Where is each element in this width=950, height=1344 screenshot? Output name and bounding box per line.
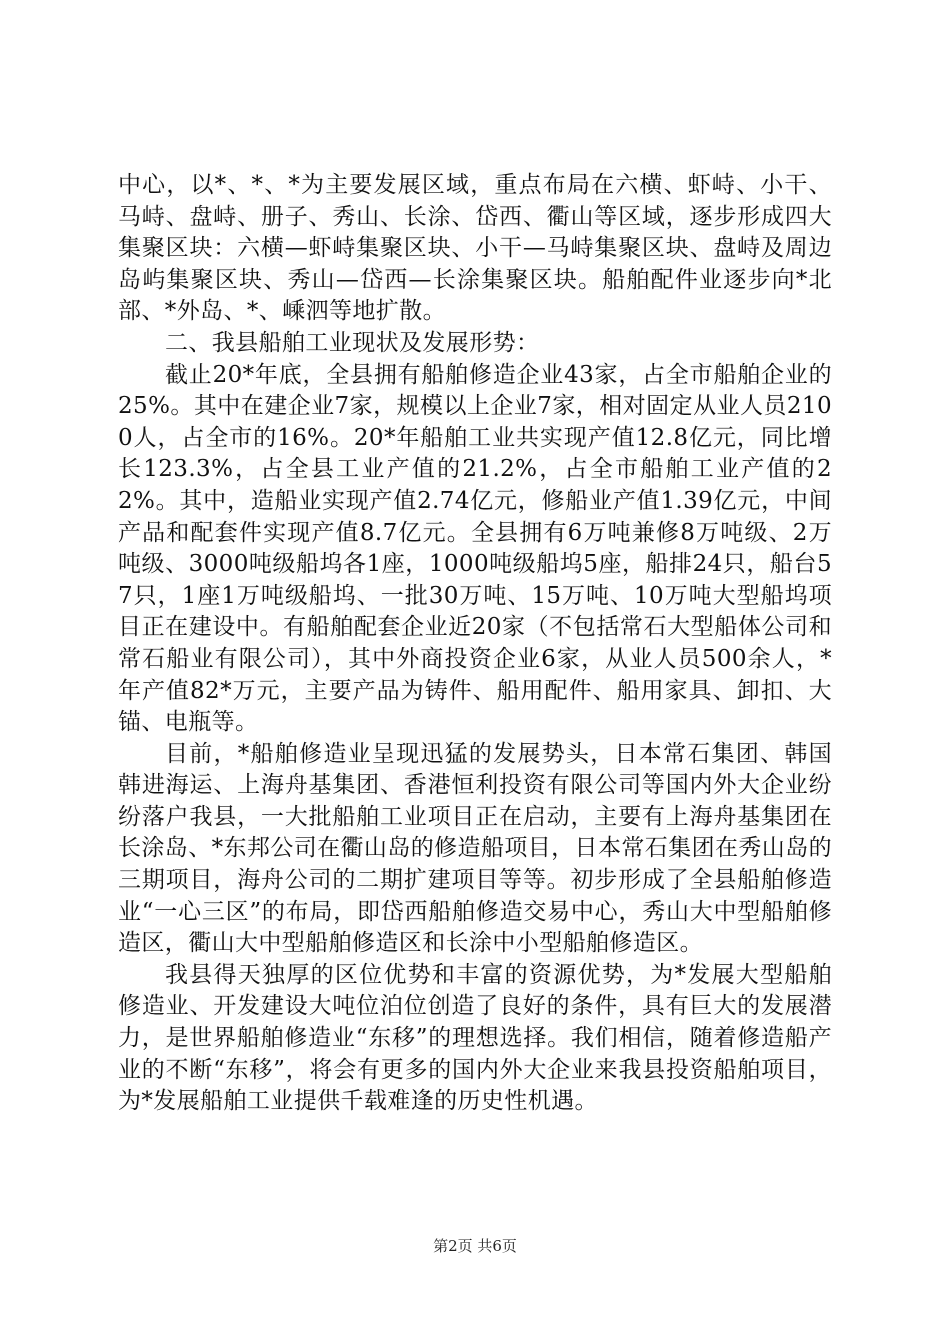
section-heading: 二、我县船舶工业现状及发展形势： <box>165 329 540 356</box>
paragraph-statistics: 截止20*年底，全县拥有船舶修造企业43家，占全市船舶企业的25%。其中在建企业7家，规模以上企业7家，相对固定从业人员2100人，占全市的16%。20*年船舶工业共实现产值12.8亿元，同比增长123.3%，占全县工业产值的21.2%，占全市船舶工业产值的22%。其中，造船业实现产值2.74亿元，修船业产值1.39亿元，中间产品和配套件实现产值8.7亿元。全县拥有6万吨兼修8万吨级、2万吨级、3000吨级船坞各1座，1000吨级船坞5座，船排24只，船台57只，1座1万吨级船坞、一批30万吨、15万吨、10万吨大型船坞项目正在建设中。有船舶配套企业近20家（不包括常石大型船体公司和常石船业有限公司），其中外商投资企业6家，从业人员500余人，*年产值82*万元，主要产品为铸件、船用配件、船用家具、卸扣、大锚、电瓶等。 <box>118 361 832 736</box>
document-body <box>118 170 832 1118</box>
paragraph-current-development: 目前，*船舶修造业呈现迅猛的发展势头，日本常石集团、韩国韩进海运、上海舟基集团、香港恒利投资有限公司等国内外大企业纷纷落户我县，一大批船舶工业项目正在启动，主要有上海舟基集团在长涂岛、*东邦公司在衢山岛的修造船项目，日本常石集团在秀山岛的三期项目，海舟公司的二期扩建项目等等。初步形成了全县船舶修造业“一心三区”的布局，即岱西船舶修造交易中心，秀山大中型船舶修造区，衢山大中型船舶修造区和长涂中小型船舶修造区。 <box>118 740 832 957</box>
paragraph-advantages: 我县得天独厚的区位优势和丰富的资源优势，为*发展大型船舶修造业、开发建设大吨位泊位创造了良好的条件，具有巨大的发展潜力，是世界船舶修造业“东移”的理想选择。我们相信，随着修造船产业的不断“东移”，将会有更多的国内外大企业来我县投资船舶项目，为*发展船舶工业提供千载难逢的历史性机遇。 <box>118 961 832 1115</box>
page-footer: 第2页 共6页 <box>433 1237 517 1255</box>
paragraph-continuation: 中心，以*、*、*为主要发展区域，重点布局在六横、虾峙、小干、马峙、盘峙、册子、秀山、长涂、岱西、衢山等区域，逐步形成四大集聚区块：六横—虾峙集聚区块、小干—马峙集聚区块、盘峙及周边岛屿集聚区块、秀山—岱西—长涂集聚区块。船舶配件业逐步向*北部、*外岛、*、嵊泗等地扩散。 <box>118 172 832 325</box>
